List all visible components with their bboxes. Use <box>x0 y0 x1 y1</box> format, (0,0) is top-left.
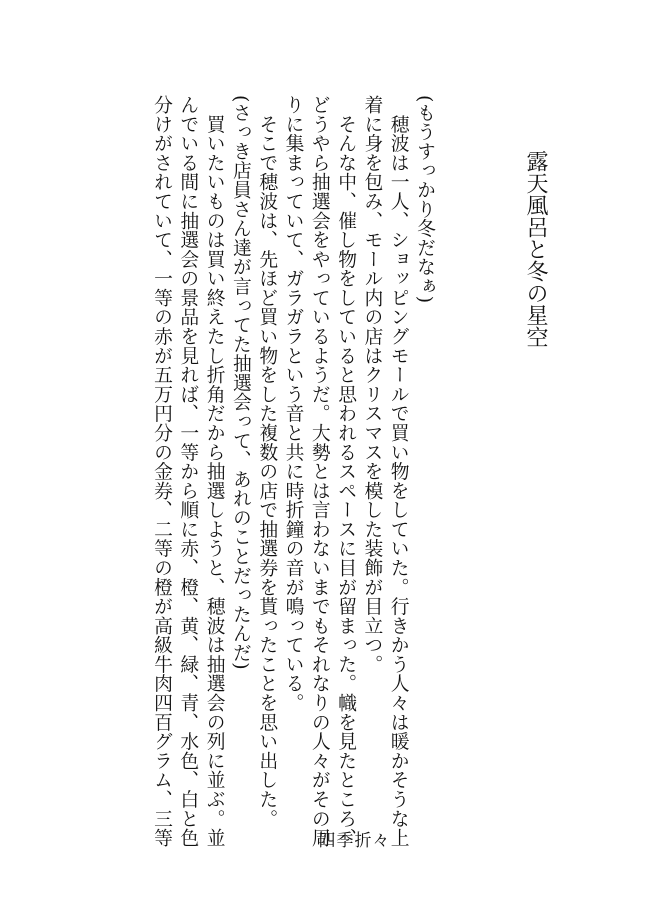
text-line: 穂波は一人、ショッピングモールで買い物をしていた。行きかう人々は暖かそうな上 <box>387 95 409 848</box>
text-line: (さっき店員さん達が言ってた抽選会って、あれのことだったんだ) <box>229 95 251 671</box>
text-line: 分けがされていて、一等の赤が五万円分の金券、二等の橙が高級牛肉四百グラム、三等 <box>151 95 173 848</box>
text-line: りに集まっていて、ガラガラという音と共に時折鐘の音が鳴っている。 <box>282 95 304 713</box>
text-line: 着に身を包み、モール内の店はクリスマスを模した装飾が目立つ。 <box>361 95 383 674</box>
text-line: (もうすっかり冬だなぁ) <box>414 95 435 304</box>
text-line: そこで穂波は、先ほど買い物をした複数の店で抽選券を貰ったことを思い出した。 <box>256 95 278 829</box>
page-footer: 四季折々 <box>318 831 391 851</box>
document-title: 露天風呂と冬の星空 <box>523 150 548 348</box>
text-line: 買いたいものは買い終えたし折角だから抽選しようと、穂波は抽選会の列に並ぶ。並 <box>203 95 225 848</box>
text-line: どうやら抽選会をやっているようだ。大勢とは言わないまでもそれなりの人々がその周 <box>308 95 330 848</box>
text-line: そんな中、催し物をしていると思われるスペースに目が留まった。幟を見たところ、 <box>335 95 357 848</box>
text-line: んでいる間に抽選会の景品を見れば、一等から順に赤、橙、黄、緑、青、水色、白と色 <box>177 95 199 848</box>
